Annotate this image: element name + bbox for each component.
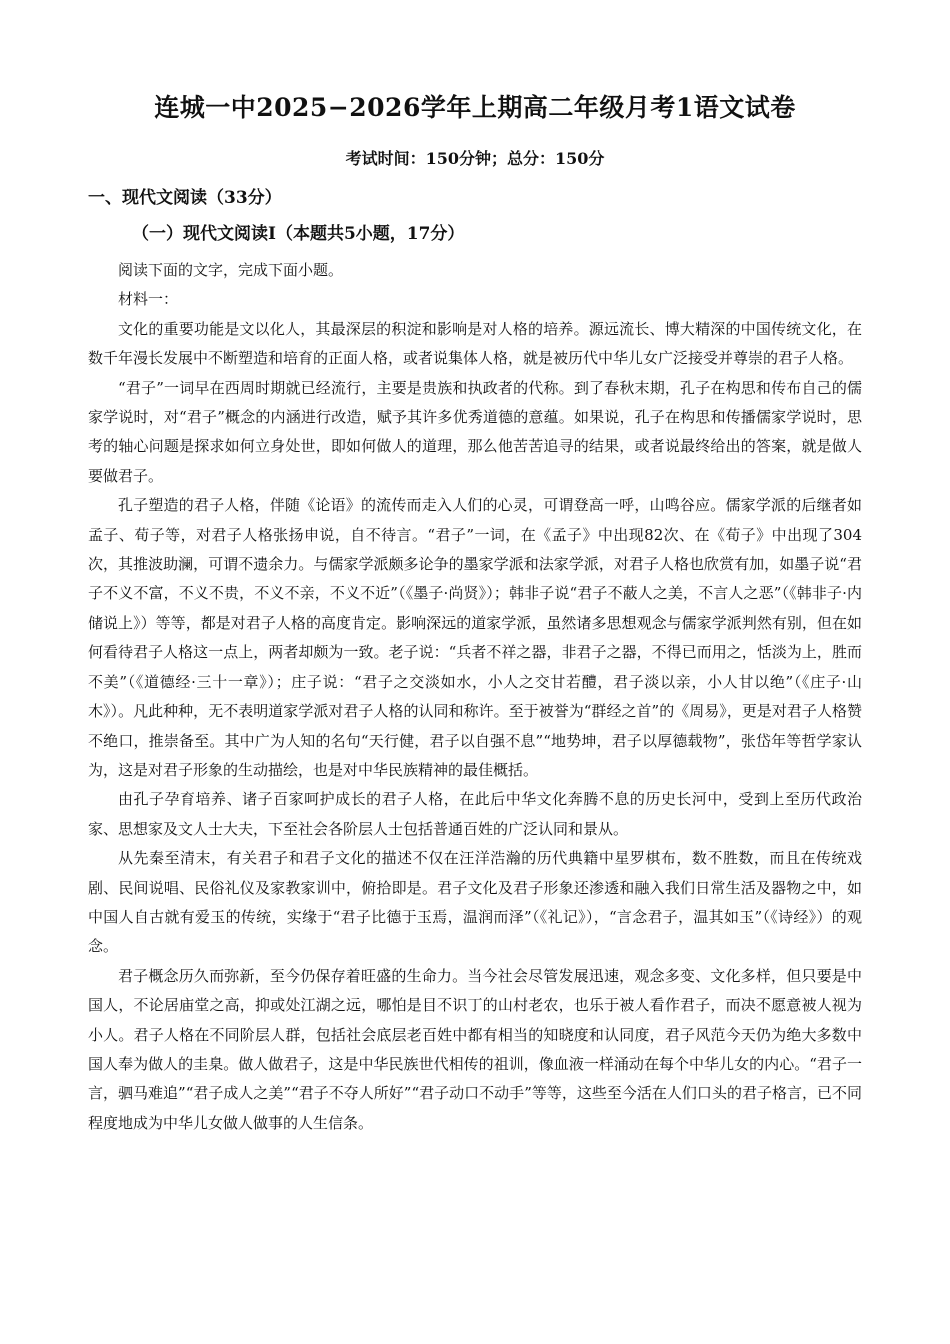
paragraph: 君子概念历久而弥新，至今仍保存着旺盛的生命力。当今社会尽管发展迅速，观念多变、文化多样，但只要是中国人，不论居庙堂之高，抑或处江湖之远，哪怕是目不识丁的山村老农，也乐于被人看作君子，而决不愿意被人视为小人。君子人格在不同阶层人群，包括社会底层老百姓中都有相当的知晓度和认同度，君子风范今天仍为绝大多数中国人奉为做人的圭臬。做人做君子，这是中华民族世代相传的祖训，像血液一样涌动在每个中华儿女的内心。“君子一言，驷马难追”“君子成人之美”“君子不夺人所好”“君子动口不动手”等等，这些至今活在人们口头的君子格言，已不同程度地成为中华儿女做人做事的人生信条。 — [88, 966, 862, 1132]
material-label: 材料一： — [118, 290, 179, 309]
paragraph: “君子”一词早在西周时期就已经流行，主要是贵族和执政者的代称。到了春秋末期，孔子在构思和传布自己的儒家学说时，对“君子”概念的内涵进行改造，赋予其许多优秀道德的意蕴。如果说，孔子在构思和传播儒家学说时，思考的轴心问题是探求如何立身处世，即如何做人的道理，那么他苦苦追寻的结果，或者说最终给出的答案，就是做人要做君子。 — [88, 378, 862, 485]
exam-title: 连城一中2025−2026学年上期高二年级月考1语文试卷 — [154, 93, 796, 122]
reading-passage — [88, 256, 862, 1138]
exam-time-score: 考试时间：150分钟；总分：150分 — [345, 149, 605, 168]
instruction-text: 阅读下面的文字，完成下面小题。 — [118, 261, 344, 279]
paragraph: 孔子塑造的君子人格，伴随《论语》的流传而走入人们的心灵，可谓登高一呼，山鸣谷应。儒家学派的后继者如孟子、荀子等，对君子人格张扬申说，自不待言。“君子”一词，在《孟子》中出现82次、在《荀子》中出现了304次，其推波助澜，可谓不遗余力。与儒家学派颇多论争的墨家学派和法家学派，对君子人格也欣赏有加，如墨子说“君子不义不富，不义不贵，不义不亲，不义不近”（《墨子·尚贤》）；韩非子说“君子不蔽人之美，不言人之恶”（《韩非子·内储说上》）等等，都是对君子人格的高度肯定。影响深远的道家学派，虽然诸多思想观念与儒家学派判然有别，但在如何看待君子人格这一点上，两者却颇为一致。老子说：“兵者不祥之器，非君子之器，不得已而用之，恬淡为上，胜而不美”（《道德经·三十一章》）；庄子说：“君子之交淡如水，小人之交甘若醴，君子淡以亲，小人甘以绝”（《庄子·山木》）。凡此种种，无不表明道家学派对君子人格的认同和称许。至于被誉为“群经之首”的《周易》，更是对君子人格赞不绝口，推崇备至。其中广为人知的名句“天行健，君子以自强不息”“地势坤，君子以厚德载物”，张岱年等哲学家认为，这是对君子形象的生动描绘，也是对中华民族精神的最佳概括。 — [88, 496, 862, 779]
subsection-heading: （一）现代文阅读I（本题共5小题，17分） — [132, 224, 465, 244]
paragraph: 由孔子孕育培养、诸子百家呵护成长的君子人格，在此后中华文化奔腾不息的历史长河中，受到上至历代政治家、思想家及文人士大夫，下至社会各阶层人士包括普通百姓的广泛认同和景从。 — [88, 790, 862, 838]
paragraph: 文化的重要功能是文以化人，其最深层的积淀和影响是对人格的培养。源远流长、博大精深的中国传统文化，在数千年漫长发展中不断塑造和培育的正面人格，或者说集体人格，就是被历代中华儿女广泛接受并尊崇的君子人格。 — [88, 319, 862, 368]
section-heading: 一、现代文阅读（33分） — [88, 188, 282, 208]
paragraph: 从先秦至清末，有关君子和君子文化的描述不仅在汪洋浩瀚的历代典籍中星罗棋布，数不胜数，而且在传统戏剧、民间说唱、民俗礼仪及家教家训中，俯拾即是。君子文化及君子形象还渗透和融入我们日常生活及器物之中，如中国人自古就有爱玉的传统，实缘于“君子比德于玉焉，温润而泽”（《礼记》），“言念君子，温其如玉”（《诗经》）的观念。 — [88, 849, 862, 956]
